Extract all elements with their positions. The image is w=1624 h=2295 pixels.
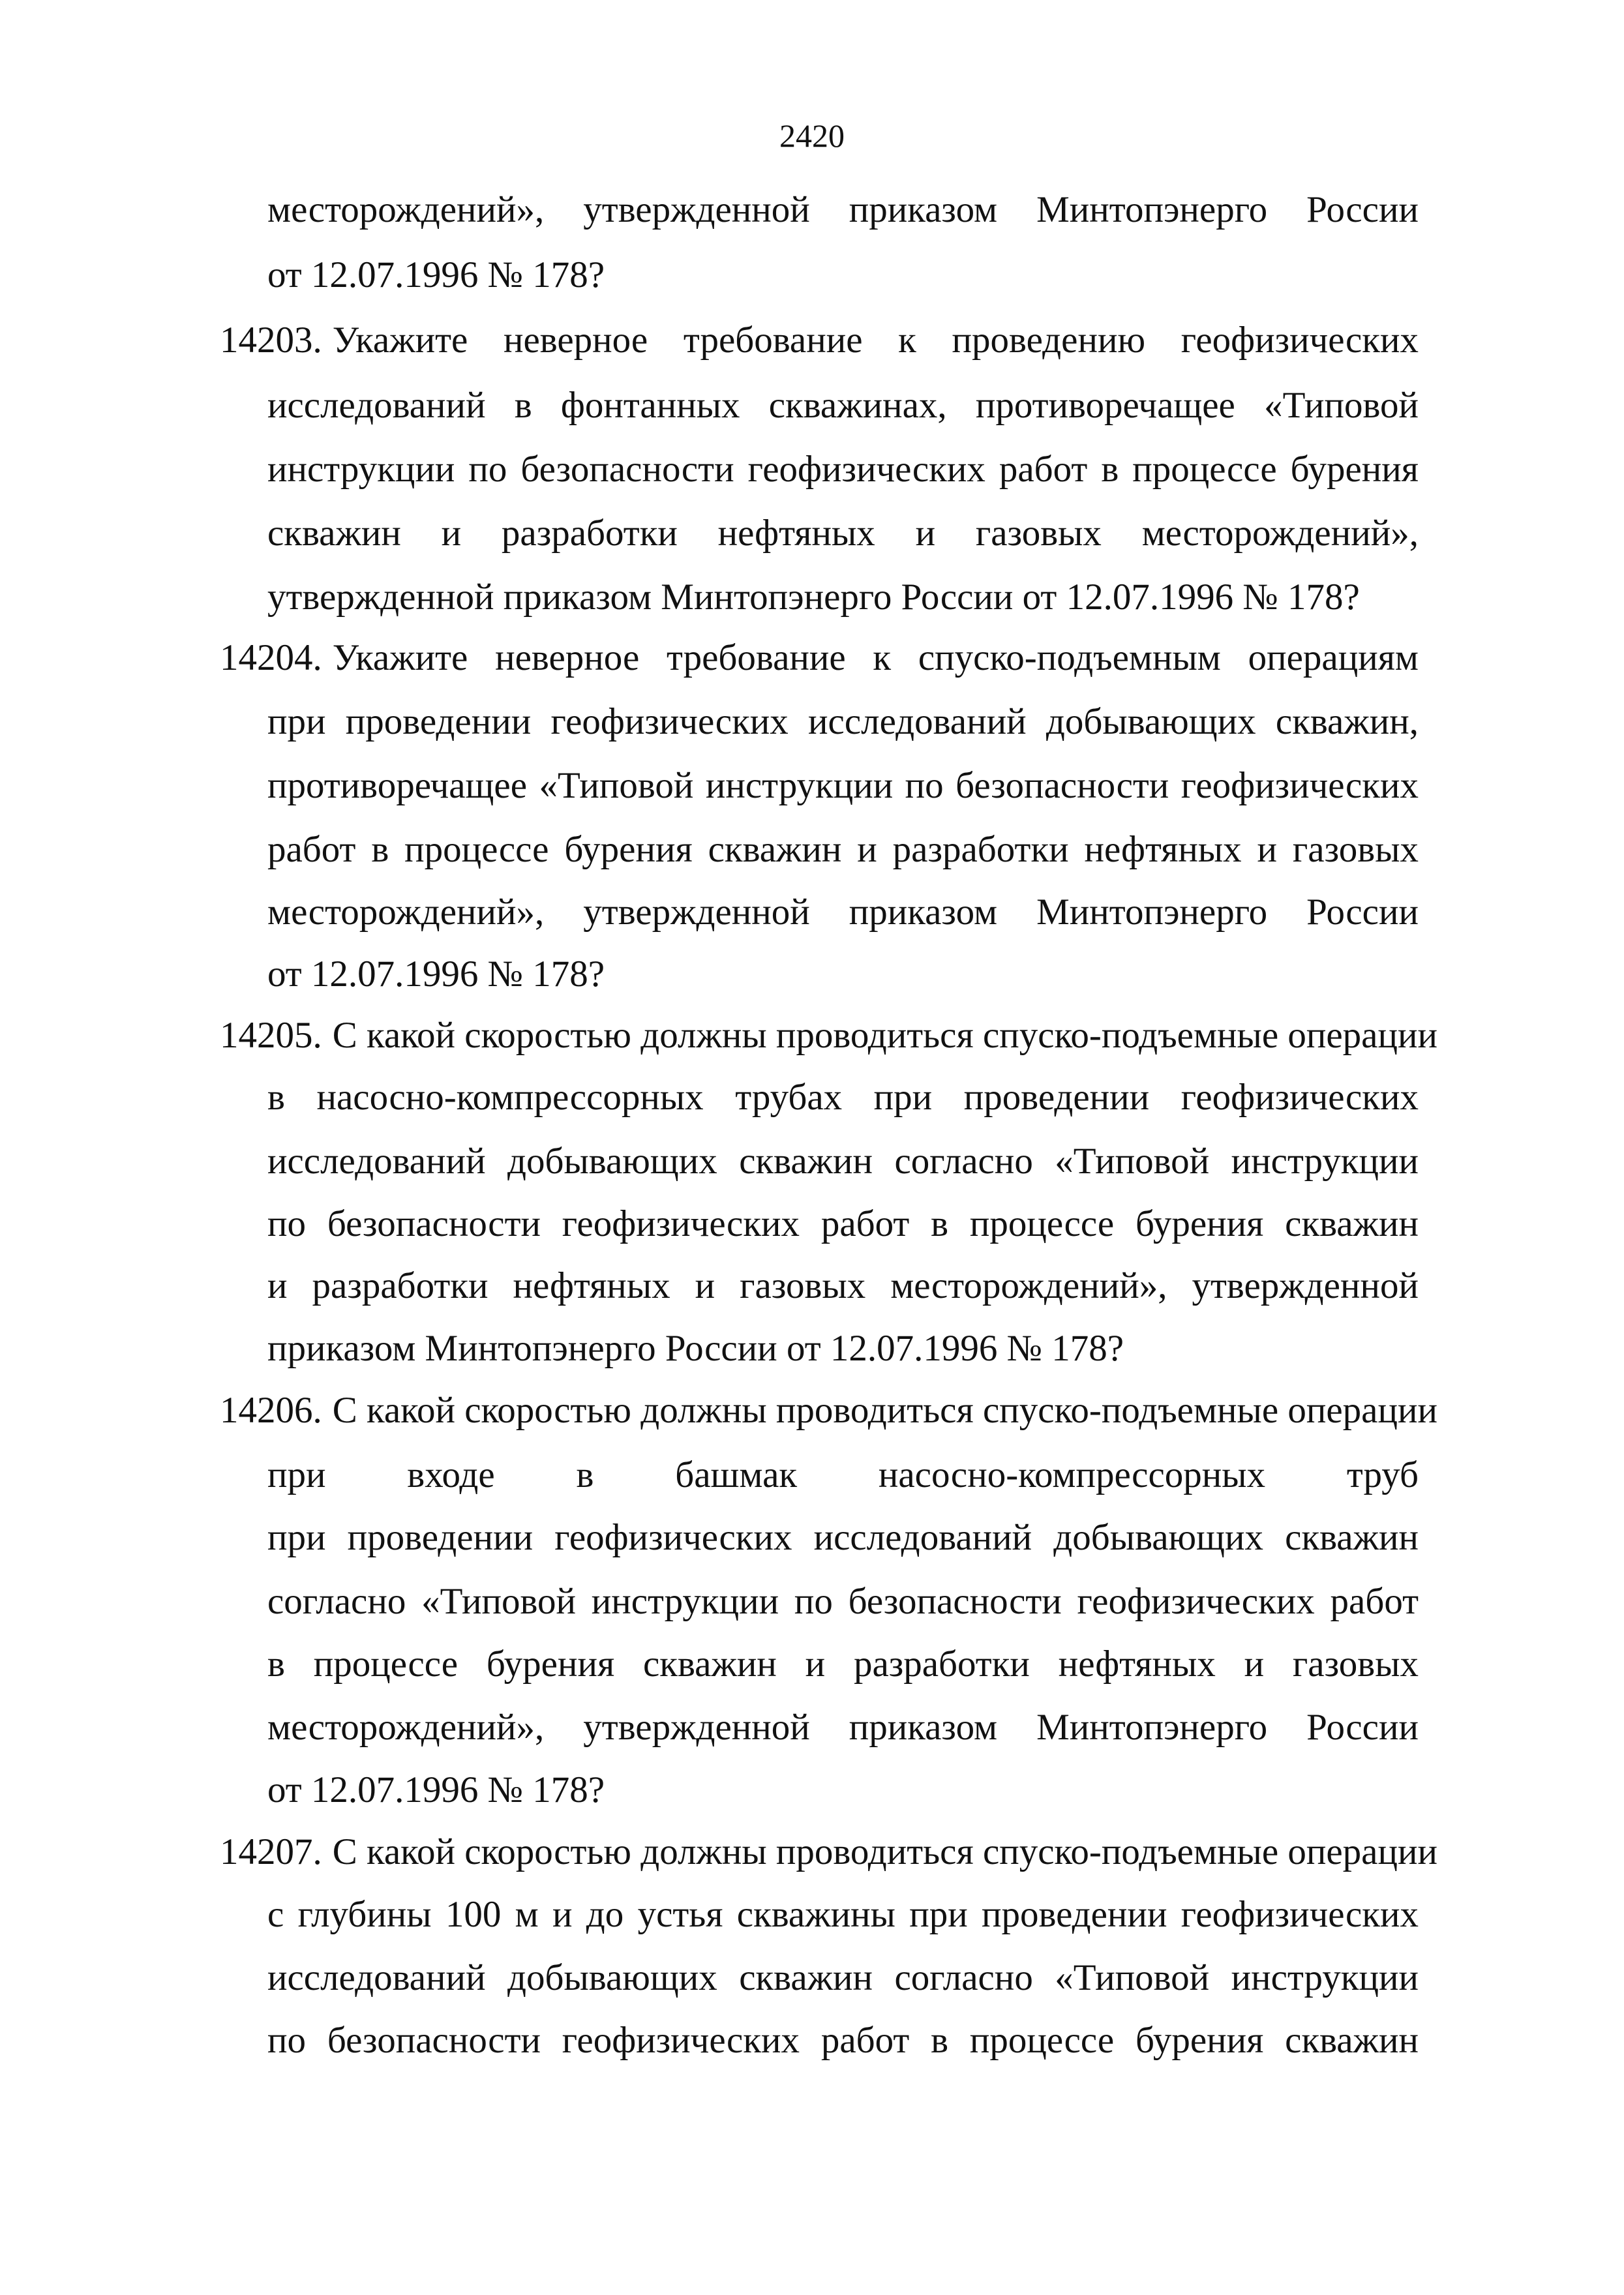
question-number: 14205. bbox=[220, 1015, 322, 1056]
question-line: исследований добывающих скважин согласно «Типовой инструкции bbox=[267, 1141, 1419, 1182]
question-line: в насосно-компрессорных трубах при проведении геофизических bbox=[267, 1077, 1419, 1118]
question-line: от 12.07.1996 № 178? bbox=[267, 953, 605, 995]
question-14203-first-line bbox=[220, 318, 1419, 363]
question-line: утвержденной приказом Минтопэнерго России от 12.07.1996 № 178? bbox=[267, 577, 1360, 618]
question-line: в процессе бурения скважин и разработки нефтяных и газовых bbox=[267, 1643, 1419, 1685]
page-number: 2420 bbox=[779, 117, 845, 154]
question-line: при входе в башмак насосно-компрессорных труб bbox=[267, 1454, 1419, 1495]
question-text: С какой скоростью должны проводиться спуско-подъемные операции bbox=[332, 1831, 1437, 1872]
question-line: согласно «Типовой инструкции по безопасности геофизических работ bbox=[267, 1581, 1419, 1622]
question-number: 14207. bbox=[220, 1831, 322, 1872]
question-text: С какой скоростью должны проводиться спуско-подъемные операции bbox=[332, 1390, 1437, 1431]
question-number: 14204. bbox=[220, 637, 322, 678]
question-line: с глубины 100 м и до устья скважины при проведении геофизических bbox=[267, 1894, 1419, 1935]
question-number: 14203. bbox=[220, 320, 322, 361]
intro-line: месторождений», утвержденной приказом Минтопэнерго России bbox=[267, 189, 1419, 230]
question-line: при проведении геофизических исследований добывающих скважин bbox=[267, 1517, 1419, 1558]
question-14206-first-line bbox=[220, 1388, 1437, 1433]
question-line: приказом Минтопэнерго России от 12.07.1996 № 178? bbox=[267, 1328, 1124, 1369]
question-14207-first-line bbox=[220, 1829, 1437, 1875]
question-14205-first-line bbox=[220, 1013, 1437, 1058]
intro-line: от 12.07.1996 № 178? bbox=[267, 254, 605, 295]
question-line: работ в процессе бурения скважин и разработки нефтяных и газовых bbox=[267, 829, 1419, 870]
question-line: и разработки нефтяных и газовых месторождений», утвержденной bbox=[267, 1265, 1419, 1306]
question-line: месторождений», утвержденной приказом Минтопэнерго России bbox=[267, 1707, 1419, 1748]
question-line: скважин и разработки нефтяных и газовых месторождений», bbox=[267, 513, 1419, 554]
question-text: Укажите неверное требование к спуско-подъемным операциям bbox=[332, 637, 1419, 678]
question-line: исследований добывающих скважин согласно «Типовой инструкции bbox=[267, 1957, 1419, 1998]
question-line: инструкции по безопасности геофизических работ в процессе бурения bbox=[267, 449, 1419, 490]
question-text: Укажите неверное требование к проведению геофизических bbox=[332, 320, 1419, 361]
question-line: противоречащее «Типовой инструкции по безопасности геофизических bbox=[267, 765, 1419, 806]
question-line: по безопасности геофизических работ в процессе бурения скважин bbox=[267, 1203, 1419, 1244]
question-line: месторождений», утвержденной приказом Минтопэнерго России bbox=[267, 892, 1419, 933]
question-text: С какой скоростью должны проводиться спуско-подъемные операции bbox=[332, 1015, 1437, 1056]
question-line: от 12.07.1996 № 178? bbox=[267, 1769, 605, 1810]
question-14204-first-line bbox=[220, 635, 1419, 681]
question-line: при проведении геофизических исследований добывающих скважин, bbox=[267, 701, 1419, 742]
question-number: 14206. bbox=[220, 1390, 322, 1431]
question-line: исследований в фонтанных скважинах, противоречащее «Типовой bbox=[267, 385, 1419, 426]
question-line: по безопасности геофизических работ в процессе бурения скважин bbox=[267, 2020, 1419, 2061]
